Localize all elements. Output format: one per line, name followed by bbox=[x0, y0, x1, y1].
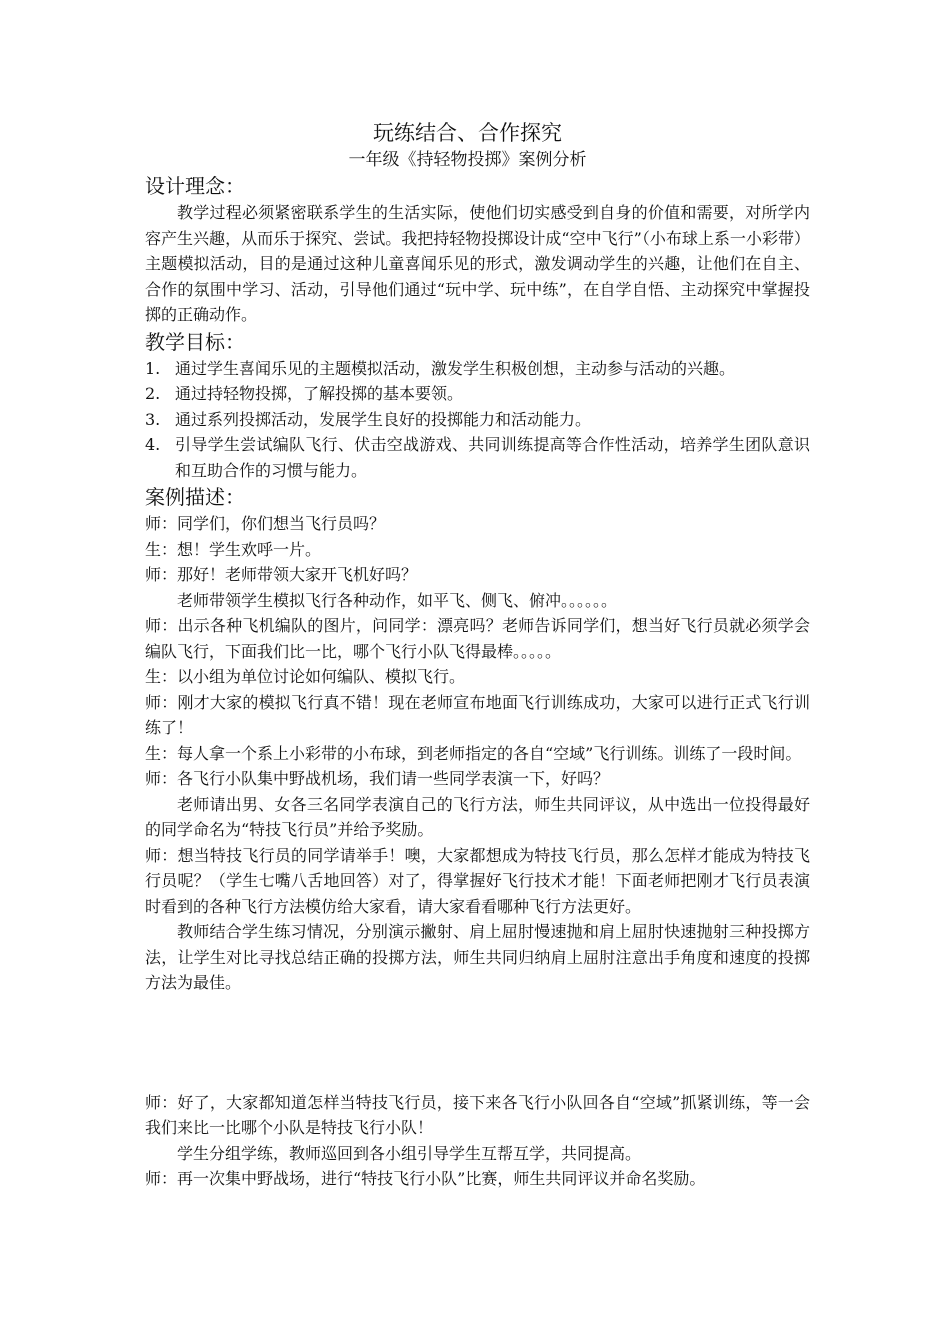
goals-heading: 教学目标： bbox=[145, 329, 245, 354]
case-paragraph: 师：那好！老师带领大家开飞机好吗？ bbox=[145, 565, 418, 584]
case-paragraph: 生：想！学生欢呼一片。 bbox=[145, 539, 322, 559]
case-paragraph: 师：想当特技飞行员的同学请举手！噢，大家都想成为特技飞行员，那么怎样才能成为特技飞行员呢？（学生七嘴八舌地回答）对了，得掌握好飞行技术才能！下面老师把刚才飞行员表演时看到的各种飞行方法模仿给大家看，请大家看看哪种飞行方法更好。 bbox=[145, 845, 810, 916]
case-paragraph: 师：好了，大家都知道怎样当特技飞行员，接下来各飞行小队回各自“空域”抓紧训练，等一会我们来比一比哪个小队是特技飞行小队！ bbox=[145, 1092, 810, 1137]
case-paragraph: 师：各飞行小队集中野战机场，我们请一些同学表演一下，好吗？ bbox=[145, 769, 610, 788]
goal-number: 1. bbox=[145, 358, 161, 378]
design-paragraph: 教学过程必须紧密联系学生的生活实际，使他们切实感受到自身的价值和需要，对所学内容产生兴趣，从而乐于探究、尝试。我把持轻物投掷设计成“空中飞行”（小布球上系一小彩带）主题模拟活动，目的是通过这种儿童喜闻乐见的形式，激发调动学生的兴趣，让他们在自主、合作的氛围中学习、活动，引导他们通过“玩中学、玩中练”，在自学自悟、主动探究中掌握投掷的正确动作。 bbox=[145, 203, 810, 324]
goal-item bbox=[145, 356, 810, 382]
case-paragraph: 教师结合学生练习情况，分别演示撇射、肩上屈肘慢速抛和肩上屈肘快速抛射三种投掷方法，让学生对比寻找总结正确的投掷方法，师生共同归纳肩上屈肘注意出手角度和速度的投掷方法为最佳。 bbox=[145, 922, 810, 992]
case-paragraph: 学生分组学练，教师巡回到各小组引导学生互帮互学，共同提高。 bbox=[177, 1143, 642, 1163]
case-heading: 案例描述： bbox=[145, 485, 245, 509]
case-paragraph: 老师带领学生模拟飞行各种动作，如平飞、侧飞、俯冲。。。。。。 bbox=[177, 590, 618, 610]
case-paragraph: 师：出示各种飞机编队的图片，问同学：漂亮吗？老师告诉同学们，想当好飞行员就必须学会编队飞行，下面我们比一比，哪个飞行小队飞得最棒。。。。。 bbox=[145, 616, 810, 661]
case-paragraph: 师：再一次集中野战场，进行“特技飞行小队”比赛，师生共同评议并命名奖励。 bbox=[145, 1169, 706, 1188]
document-page bbox=[145, 118, 810, 1192]
goal-text: 通过学生喜闻乐见的主题模拟活动，激发学生积极创想，主动参与活动的兴趣。 bbox=[175, 358, 736, 378]
case-paragraph: 师：刚才大家的模拟飞行真不错！现在老师宣布地面飞行训练成功，大家可以进行正式飞行训练了！ bbox=[145, 692, 810, 737]
goal-item bbox=[145, 432, 810, 483]
goal-number: 3. bbox=[145, 409, 161, 429]
goal-item bbox=[145, 381, 810, 407]
goal-text: 通过系列投掷活动，发展学生良好的投掷能力和活动能力。 bbox=[175, 409, 592, 429]
case-paragraph: 老师请出男、女各三名同学表演自己的飞行方法，师生共同评议，从中选出一位投得最好的同学命名为“特技飞行员”并给予奖励。 bbox=[145, 794, 810, 839]
goal-number: 2. bbox=[145, 384, 161, 403]
goals-list bbox=[145, 356, 810, 484]
case-paragraph: 师：同学们，你们想当飞行员吗？ bbox=[145, 514, 386, 533]
goal-text: 引导学生尝试编队飞行、伏击空战游戏、共同训练提高等合作性活动，培养学生团队意识和互助合作的习惯与能力。 bbox=[175, 435, 810, 480]
design-heading: 设计理念： bbox=[145, 174, 245, 198]
case-paragraph: 生：每人拿一个系上小彩带的小布球，到老师指定的各自“空域”飞行训练。训练了一段时间。 bbox=[145, 743, 802, 763]
goal-number: 4. bbox=[145, 435, 161, 454]
case-paragraph: 生：以小组为单位讨论如何编队、模拟飞行。 bbox=[145, 667, 466, 686]
goal-item bbox=[145, 407, 810, 433]
blank-space bbox=[145, 996, 810, 1090]
document-title: 玩练结合、合作探究 bbox=[373, 121, 562, 145]
goal-text: 通过持轻物投掷，了解投掷的基本要领。 bbox=[175, 384, 464, 403]
document-subtitle: 一年级《持轻物投掷》案例分析 bbox=[348, 150, 587, 170]
